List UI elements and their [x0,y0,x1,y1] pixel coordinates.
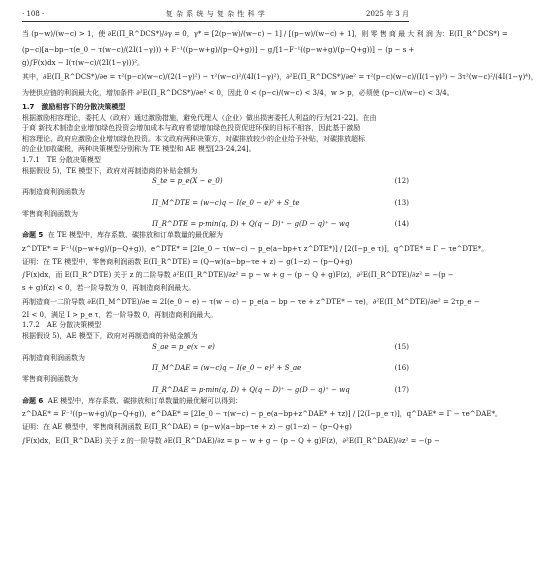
equation-body: S_te = p_e(X − e_0) [152,177,223,185]
proposition-equation: z^DTE* = F⁻¹((p−w+g)/(p−Q+g))，e^DTE* = [2Ie_0 − τ(w−c) − p_e(a−bp+τ z^DTE*)] / [2(I−p_e τ)]，q^DTE* = Γ − τe^DTE*。 [22,244,489,253]
equation-16 [22,363,409,374]
text-line: 为使供应链的利润最大化，增加条件 ∂²E(Π_R^DCS*)/∂e² < 0，因此 0 < (p−c)/(w−c) < 3/4，w > p，必须使 (p−c)/(w−c) < 3/4。 [22,88,454,97]
paragraph-line: 根据激励相容理论，委托人（政府）通过激励措施，避免代理人（企业）做出损害委托人利益的行为[21-22]。在由 [22,113,377,122]
equation-number: (17) [394,385,409,394]
subsection-heading-1-7-2: 1.7.2 AE 分散决策模型 [22,321,102,329]
paragraph-line: 的企业加收碳税，两种决策模型分别称为 TE 模型和 AE 模型[23-24,24]。 [22,145,256,153]
equation-17 [22,385,409,396]
equation-number: (12) [394,177,409,185]
equation-body: Π_R^DAE = p·min(q, D) + Q(q − D)⁺ − g(D − q)⁺ − wq [152,385,350,394]
equation-body: Π_M^DAE = (w−c)q − I(e_0 − e)² + S_ae [152,364,302,372]
paragraph-line: 再制造商利润函数为 [22,188,85,196]
proof-line: 再制造商一二阶导数 ∂E(Π_M^DTE)/∂e = 2I(e_0 − e) − τ(w − c) − p_e(a − bp − τe + z^DTE* − τe)，∂²E(Π_M^DTE)/∂e² = 2τp_e − [22,297,480,306]
equation-number: (13) [394,198,409,207]
subsection-heading-1-7-1: 1.7.1 TE 分散决策模型 [22,155,101,164]
proof-line: ∫F(x)dx，而 E(Π_R^DTE) 关于 z 的二阶导数 ∂²E(Π_R^DTE)/∂z² = p − w + g − (p − Q + g)F(z)，∂²E(Π_R^DTE)/∂z² = −(p − [22,271,454,279]
issue-date: 2025 年 3 月 [366,10,409,18]
proposition-5 [22,230,409,241]
text-line: g)∫F(x)dx − I(τ(w−c)/(2I(1−γ)))²。 [22,59,145,67]
equation-number: (14) [394,220,409,228]
text-line: 当 (p−w)/(w−c) > 1，使 ∂E(Π_R^DCS*)/∂γ = 0，γ* = [2(p−w)/(w−c) − 1] / [(p−w)/(w−c) + 1]，则 零 售 商 最 大 利 润 为：E(Π_R^DCS*) = [22,30,508,38]
equation-15 [22,342,409,353]
equation-14 [22,219,409,230]
equation-body: S_ae = p_e(x − e) [152,342,215,351]
proof-line: ∫F(x)dx，E(Π_R^DAE) 关于 z 的一阶导数 ∂E(Π_R^DAE)/∂z = p − w + g − (p − Q + g)F(z)，∂²E(Π_R^DAE)/∂z² = −(p − [22,436,440,445]
text-line: (p−c)[a−bp−τ(e_0 − τ(w−c)/(2I(1−γ))) + F⁻¹((p−w+g)/(p−Q+g))] − g∫[1−F⁻¹((p−w+g)/(p−Q+g))] − (p − s + [22,46,415,54]
page-body [22,26,538,449]
proposition-label: 命题 5 [22,231,44,239]
paragraph-line: 根据假设 5)，AE 模型下，政府对再制造商的补贴金额为 [22,332,198,340]
proposition-equation: z^DAE* = F⁻¹((p−w+g)/(p−Q+g))，e^DAE* = [2Ie_0 − τ(w−c) − p_e(a−bp+z^DAE* + τz)] / [2(I−p_e τ)]，q^DAE* = Γ − τe^DAE*。 [22,410,502,418]
paragraph-line: 再制造商利润函数为 [22,353,85,362]
equation-body: Π_M^DTE = (w−c)q − I(e_0 − e)² + S_te [152,198,300,207]
text-line: 其中，∂E(Π_R^DCS*)/∂e = τ²(p−c)(w−c)/(2(1−γ)²) − τ²(w−c)²/(4I(1−γ)²)，∂²E(Π_R^DCS*)/∂e² = τ²(p−c)(w−c)/(I(1−γ)³) − 3τ²(w−c)²/(4I(1−γ)⁴)， [22,72,538,81]
proposition-label: 命题 6 [22,396,44,405]
proposition-text: 在 TE 模型中，库存系数、碳排放和订单数量的最优解为 [47,231,223,239]
equation-body: Π_R^DTE = p·min(q, D) + Q(q − D)⁺ − g(D − q)⁺ − wq [152,220,350,228]
proof-line: 证明：在 TE 模型中，零售商利润函数 E(Π_R^DTE) = (Q−w)(a−bp−τe + z) − g(1−z) − (p−Q+g) [22,257,353,266]
paragraph-line: 于商 新技术制造企业增加绿色投资会增加成本与政府希望增加绿色投资促进环保的目标不相容，因此基于激励 [22,124,361,132]
section-heading-1-7: 1.7 激励相容下的分散决策模型 [22,102,126,111]
paragraph-line: 零售商利润函数为 [22,375,78,383]
equation-number: (16) [394,364,409,372]
equation-12 [22,176,409,187]
equation-number: (15) [394,342,409,351]
header-rule [22,21,409,22]
proposition-text: AE 模型中，库存系数、碳排放和订单数量的最优解可以得到： [47,396,243,405]
paragraph-line: 根据假设 5)，TE 模型下，政府对再制造商的补贴金额为 [22,166,198,175]
journal-title: 复 杂 系 统 与 复 杂 性 科 学 [165,10,266,18]
proof-line: 2I < 0，满足 I > p_e τ，若一阶导数 0，再制造商利润最大。 [22,310,218,319]
equation-13 [22,198,409,209]
paragraph-line: 相容理论，政府应激励企业增加绿色投资。本文政府两种决策方，对碳排放较少的企业给予补贴，对碳排放超标 [22,134,365,143]
proof-line: s + g)f(z) < 0，若一阶导数为 0，再制造商利润最大。 [22,284,196,292]
paragraph-line: 零售商利润函数为 [22,209,78,218]
proof-line: 证明：在 AE 模型中，零售商利润函数 E(Π_R^DAE) = (p−w)(a−bp−τe + z) − g(1−z) − (p−Q+g) [22,423,352,431]
page-header [22,8,409,20]
page-number: · 108 · [22,10,45,18]
proposition-6 [22,396,409,407]
